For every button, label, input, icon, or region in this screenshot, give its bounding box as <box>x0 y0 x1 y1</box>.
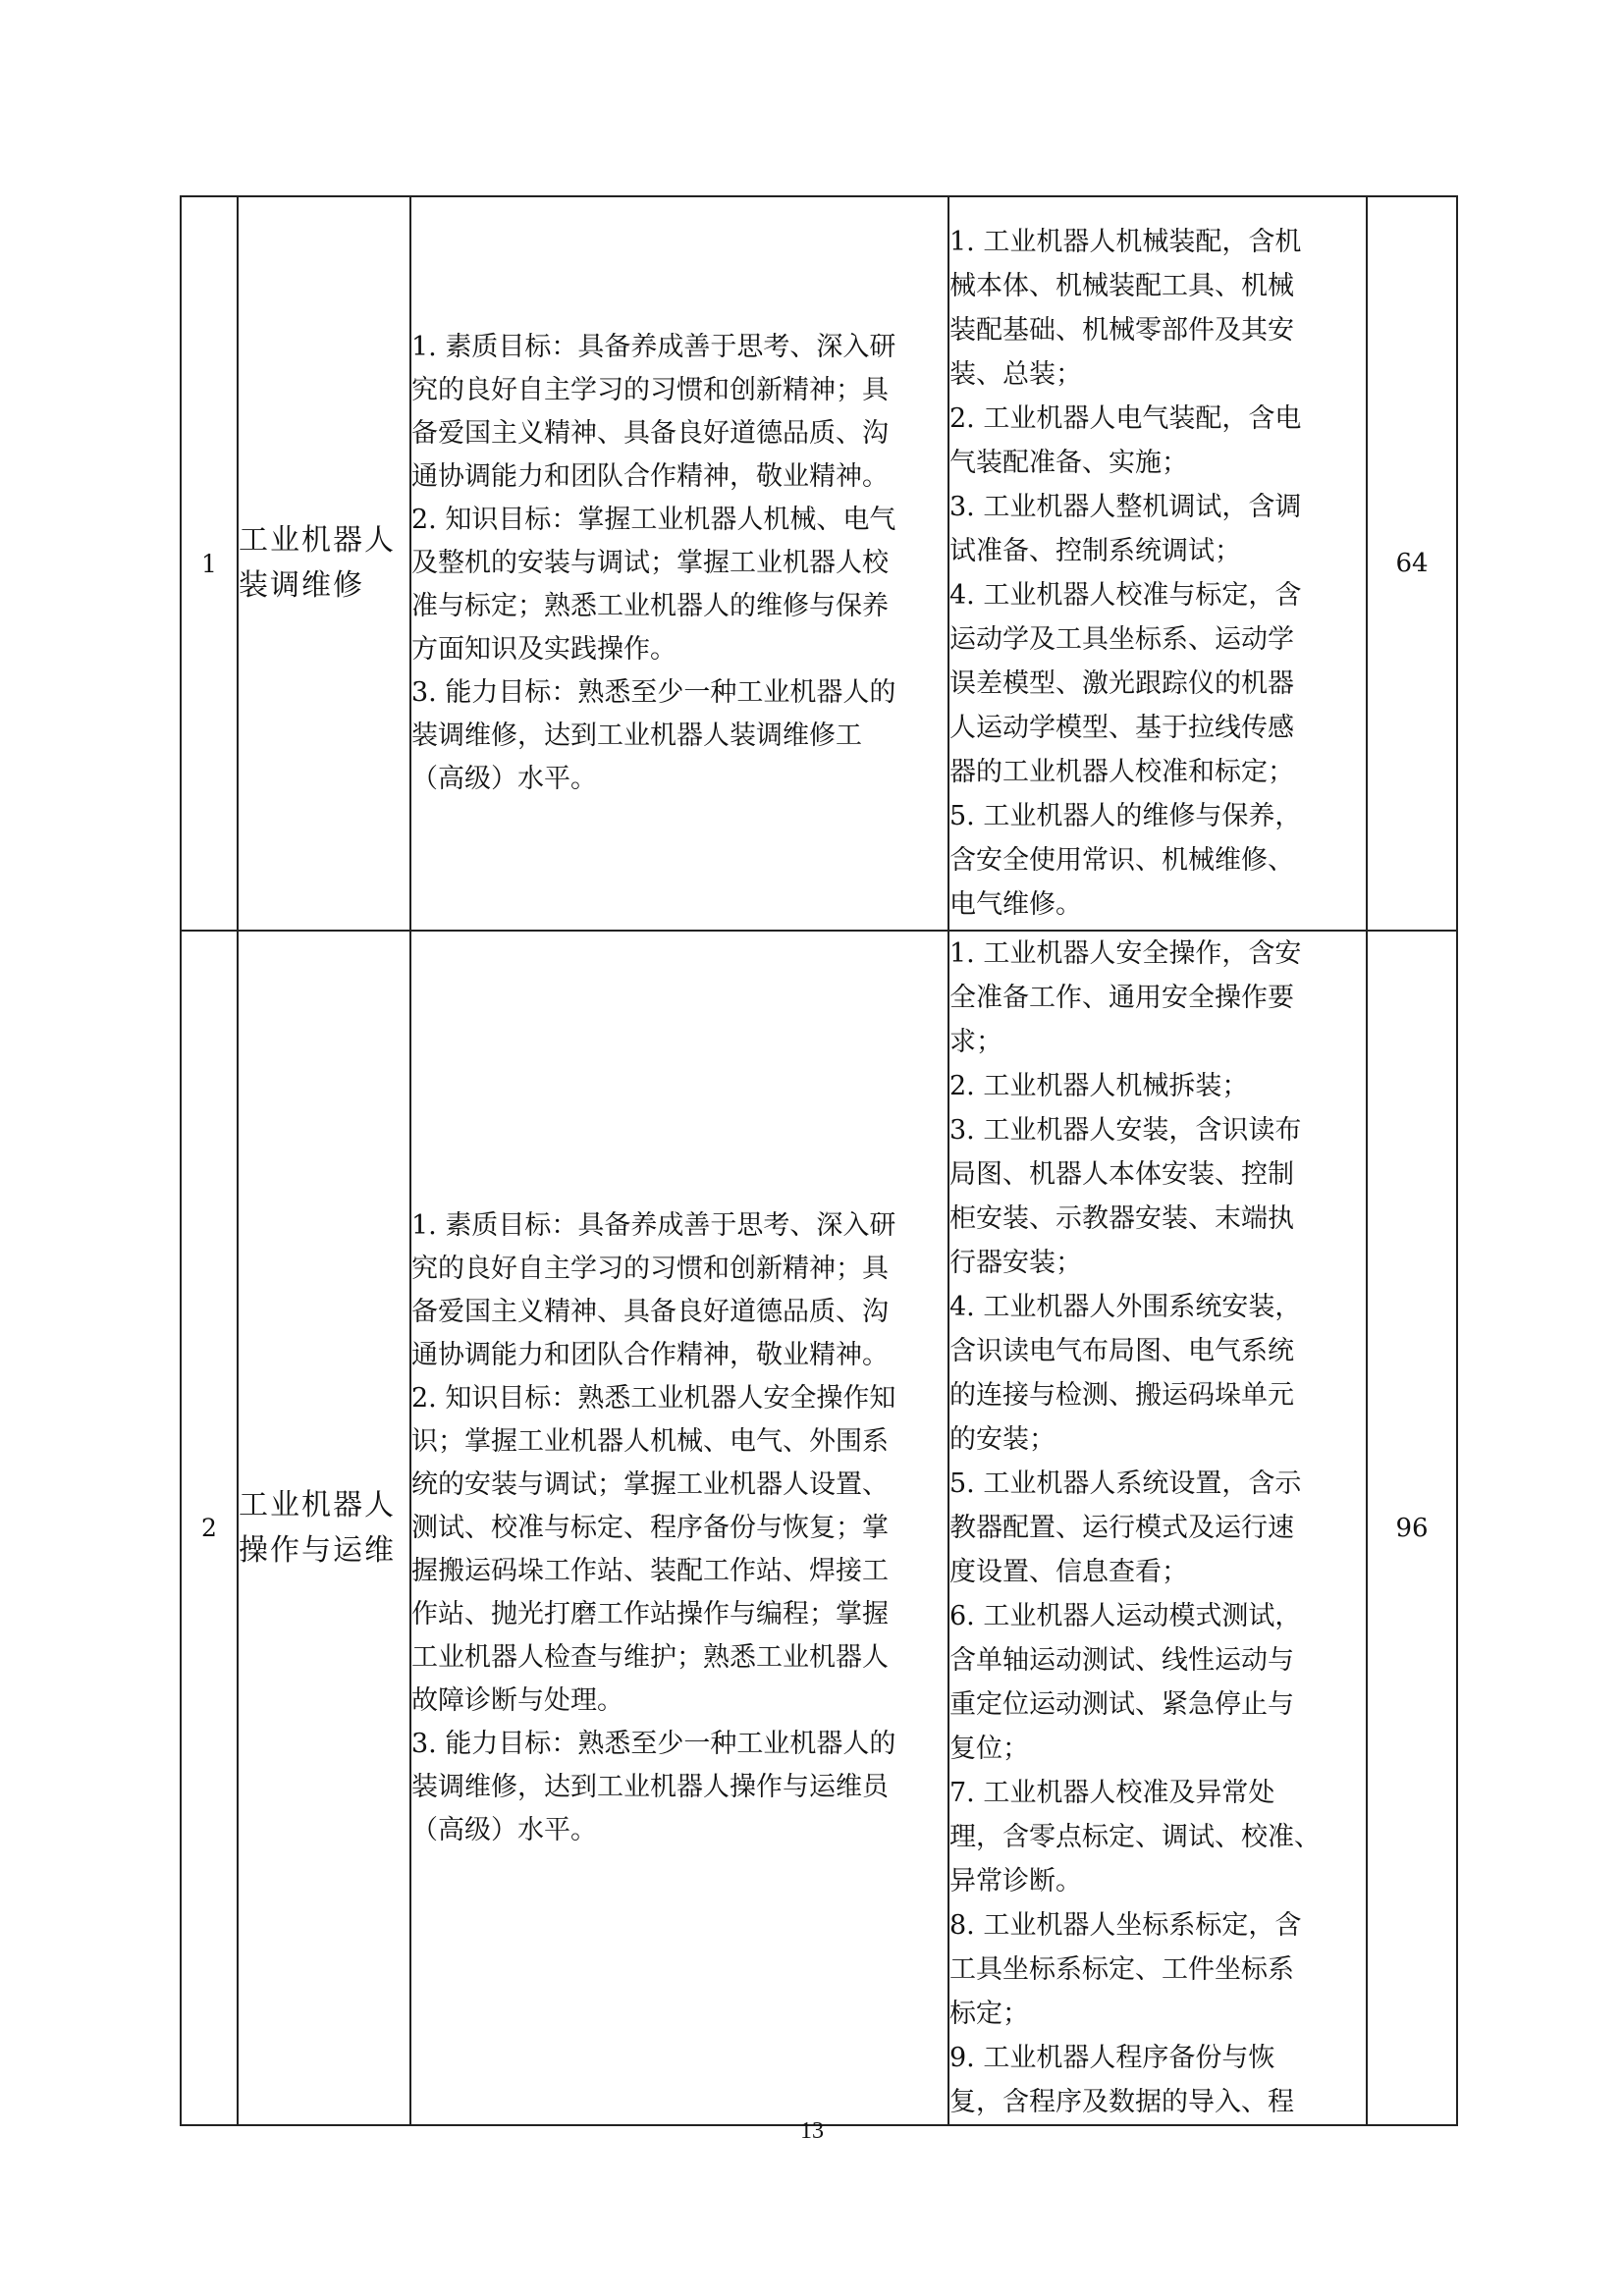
text-line: 人运动学模型、基于拉线传感 <box>949 713 1294 743</box>
text-line: 装调维修，达到工业机器人操作与运维员 <box>411 1771 889 1802</box>
course-number: 1 <box>181 196 238 931</box>
text-line: 1. 工业机器人安全操作，含安 <box>949 938 1302 969</box>
course-goals <box>410 196 948 931</box>
content-lines <box>949 932 1366 2124</box>
text-line: 2. 知识目标：掌握工业机器人机械、电气 <box>411 505 896 535</box>
text-line: 准与标定；熟悉工业机器人的维修与保养 <box>411 591 889 621</box>
text-line: 2. 工业机器人电气装配，含电 <box>949 403 1302 434</box>
text-line: 度设置、信息查看； <box>949 1557 1188 1587</box>
text-line: 1. 工业机器人机械装配，含机 <box>949 227 1302 257</box>
text-line: 备爱国主义精神、具备良好道德品质、沟 <box>411 418 889 449</box>
text-line: 含识读电气布局图、电气系统 <box>949 1336 1294 1366</box>
text-line: 工业机器人检查与维护；熟悉工业机器人 <box>411 1641 889 1673</box>
text-line: 统的安装与调试；掌握工业机器人设置、 <box>411 1468 889 1500</box>
text-line: 的安装； <box>949 1424 1056 1455</box>
course-content <box>948 931 1367 2125</box>
text-line: 行器安装； <box>949 1248 1082 1278</box>
goal-lines <box>411 1204 947 1852</box>
text-line: 5. 工业机器人的维修与保养， <box>949 801 1302 831</box>
text-line: 故障诊断与处理。 <box>411 1684 623 1716</box>
text-line: 气装配准备、实施； <box>949 448 1188 478</box>
table-row <box>181 931 1457 2125</box>
goal-lines <box>411 326 947 801</box>
text-line: 4. 工业机器人校准与标定，含 <box>949 580 1302 611</box>
text-line: 求； <box>949 1027 1002 1057</box>
text-line: 作站、抛光打磨工作站操作与编程；掌握 <box>411 1598 889 1629</box>
course-name: 工业机器人操作与运维 <box>238 931 410 2125</box>
table-row <box>181 196 1457 931</box>
course-number: 2 <box>181 931 238 2125</box>
text-line: 局图、机器人本体安装、控制 <box>949 1159 1294 1190</box>
text-line: 含单轴运动测试、线性运动与 <box>949 1645 1294 1676</box>
text-line: 含安全使用常识、机械维修、 <box>949 845 1294 876</box>
text-line: 教器配置、运行模式及运行速 <box>949 1513 1294 1543</box>
text-line: 通协调能力和团队合作精神，敬业精神。 <box>411 1339 889 1370</box>
text-line: 识；掌握工业机器人机械、电气、外围系 <box>411 1425 889 1457</box>
text-line: 4. 工业机器人外围系统安装， <box>949 1292 1302 1322</box>
text-line: 装调维修，达到工业机器人装调维修工 <box>411 721 862 751</box>
text-line: 理，含零点标定、调试、校准、 <box>949 1822 1321 1852</box>
text-line: （高级）水平。 <box>411 1814 597 1845</box>
text-line: 运动学及工具坐标系、运动学 <box>949 624 1294 655</box>
text-line: 2. 知识目标：熟悉工业机器人安全操作知 <box>411 1382 896 1414</box>
text-line: 械本体、机械装配工具、机械 <box>949 271 1294 301</box>
course-content <box>948 196 1367 931</box>
text-line: 复位； <box>949 1734 1029 1764</box>
text-line: 全准备工作、通用安全操作要 <box>949 983 1294 1013</box>
text-line: 握搬运码垛工作站、装配工作站、焊接工 <box>411 1555 889 1586</box>
text-line: 柜安装、示教器安装、末端执 <box>949 1203 1294 1234</box>
text-line: 复，含程序及数据的导入、程 <box>949 2087 1294 2117</box>
text-line: 1. 素质目标：具备养成善于思考、深入研 <box>411 1209 896 1241</box>
text-line: 误差模型、激光跟踪仪的机器 <box>949 668 1294 699</box>
page-number: 13 <box>800 2118 824 2144</box>
text-line: 备爱国主义精神、具备良好道德品质、沟 <box>411 1296 889 1327</box>
text-line: 3. 能力目标：熟悉至少一种工业机器人的 <box>411 1728 896 1759</box>
course-table <box>180 195 1458 2126</box>
content-lines <box>949 200 1366 927</box>
text-line: 装配基础、机械零部件及其安 <box>949 315 1294 346</box>
text-line: 3. 工业机器人安装，含识读布 <box>949 1115 1302 1146</box>
text-line: 1. 素质目标：具备养成善于思考、深入研 <box>411 332 896 362</box>
text-line: 的连接与检测、搬运码垛单元 <box>949 1380 1294 1411</box>
text-line: 试准备、控制系统调试； <box>949 536 1241 566</box>
course-name: 工业机器人装调维修 <box>238 196 410 931</box>
text-line: 装、总装； <box>949 359 1082 390</box>
text-line: 通协调能力和团队合作精神，敬业精神。 <box>411 461 889 492</box>
text-line: 5. 工业机器人系统设置，含示 <box>949 1468 1302 1499</box>
text-line: 器的工业机器人校准和标定； <box>949 757 1294 787</box>
text-line: 异常诊断。 <box>949 1866 1082 1896</box>
text-line: 7. 工业机器人校准及异常处 <box>949 1778 1275 1808</box>
text-line: 9. 工业机器人程序备份与恢 <box>949 2043 1275 2073</box>
text-line: 方面知识及实践操作。 <box>411 634 677 665</box>
text-line: 3. 能力目标：熟悉至少一种工业机器人的 <box>411 677 896 708</box>
text-line: 标定； <box>949 1999 1029 2029</box>
curriculum-table-region <box>180 195 1456 2126</box>
text-line: 究的良好自主学习的习惯和创新精神；具 <box>411 1253 889 1284</box>
text-line: 及整机的安装与调试；掌握工业机器人校 <box>411 548 889 578</box>
course-hours: 64 <box>1367 196 1457 931</box>
text-line: 究的良好自主学习的习惯和创新精神；具 <box>411 375 889 405</box>
text-line: 测试、校准与标定、程序备份与恢复；掌 <box>411 1512 889 1543</box>
course-goals <box>410 931 948 2125</box>
text-line: 电气维修。 <box>949 889 1082 920</box>
text-line: （高级）水平。 <box>411 764 597 794</box>
course-hours: 96 <box>1367 931 1457 2125</box>
text-line: 3. 工业机器人整机调试，含调 <box>949 492 1302 522</box>
text-line: 重定位运动测试、紧急停止与 <box>949 1689 1294 1720</box>
text-line: 工具坐标系标定、工件坐标系 <box>949 1954 1294 1985</box>
text-line: 6. 工业机器人运动模式测试， <box>949 1601 1302 1631</box>
text-line: 2. 工业机器人机械拆装； <box>949 1071 1249 1101</box>
text-line: 8. 工业机器人坐标系标定，含 <box>949 1910 1302 1941</box>
